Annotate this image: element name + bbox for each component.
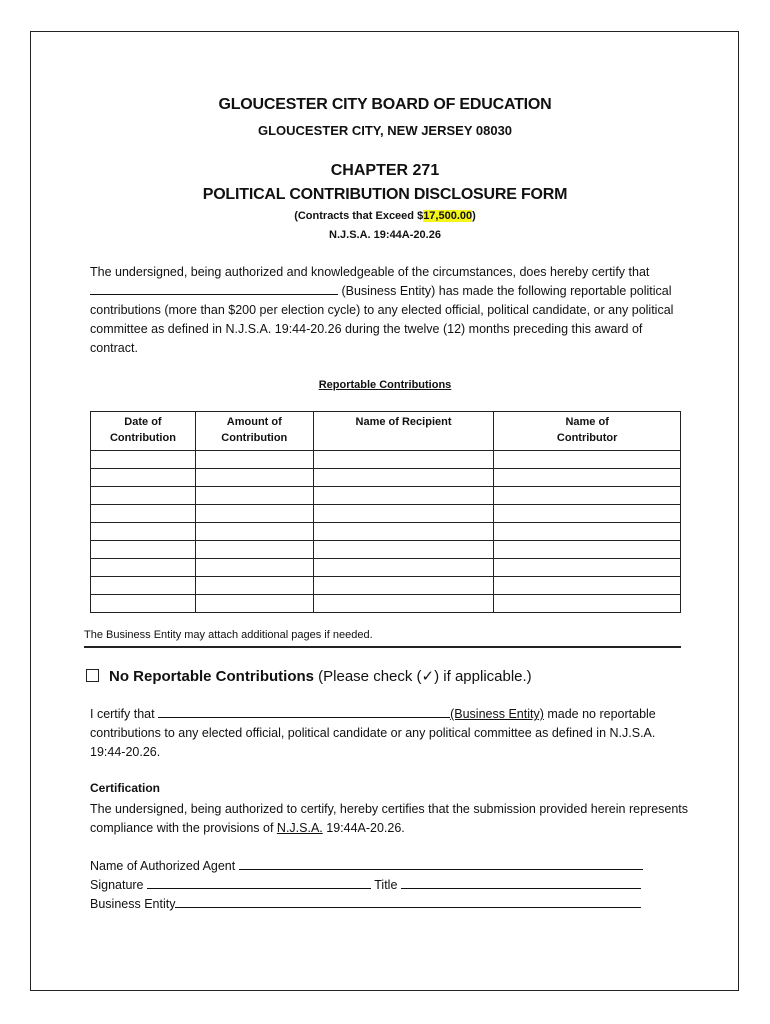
attach-pages-note: The Business Entity may attach additional pages if needed. bbox=[84, 629, 373, 641]
cell-date[interactable] bbox=[91, 487, 196, 505]
cell-recipient[interactable] bbox=[313, 505, 494, 523]
authorized-agent-label: Name of Authorized Agent bbox=[90, 859, 236, 873]
threshold-prefix: (Contracts that Exceed $ bbox=[294, 210, 424, 222]
contributions-table bbox=[90, 411, 681, 613]
certification-text-1: The undersigned, being authorized to certify, hereby certifies that the submission provided herein represents compliance with the provisions of bbox=[90, 802, 689, 835]
table-row bbox=[91, 559, 681, 577]
certify-text-2: made no reportable contributions to any elected official, political candidate or any political committee as defined in N.J.S.A. 19:44-20.26. bbox=[90, 707, 656, 759]
org-location: GLOUCESTER CITY, NEW JERSEY 08030 bbox=[257, 123, 513, 138]
no-contributions-label: No Reportable Contributions bbox=[109, 668, 314, 685]
cell-recipient[interactable] bbox=[313, 487, 494, 505]
cell-amount[interactable] bbox=[195, 541, 313, 559]
intro-text-1: The undersigned, being authorized and knowledgeable of the circumstances, does hereby certify that bbox=[90, 265, 650, 279]
no-contributions-note-prefix: (Please check ( bbox=[314, 668, 422, 685]
cell-date[interactable] bbox=[91, 577, 196, 595]
table-row bbox=[91, 451, 681, 469]
business-entity-blank-1[interactable] bbox=[90, 282, 338, 295]
cell-recipient[interactable] bbox=[313, 577, 494, 595]
cell-amount[interactable] bbox=[195, 559, 313, 577]
col-name-of-contributor: Name of Contributor bbox=[494, 412, 681, 451]
cell-date[interactable] bbox=[91, 595, 196, 613]
intro-text-2: (Business Entity) has made the following reportable political contributions (more than $200 per election cycle) to any elected official, political candidate, or any political committee as defined in N.J.S.A. 19:44-20.26 during the twelve (12) months preceding this award of contract. bbox=[90, 284, 674, 355]
title-field[interactable] bbox=[401, 876, 641, 889]
intro-paragraph bbox=[90, 263, 690, 358]
no-contrib-certify-paragraph bbox=[90, 705, 690, 762]
table-row bbox=[91, 541, 681, 559]
cell-recipient[interactable] bbox=[313, 523, 494, 541]
business-entity-label: (Business Entity) bbox=[450, 707, 544, 721]
business-entity-line bbox=[90, 895, 641, 911]
form-title: POLITICAL CONTRIBUTION DISCLOSURE FORM bbox=[202, 186, 568, 203]
check-mark-icon: ✓ bbox=[421, 668, 435, 685]
table-row bbox=[91, 505, 681, 523]
chapter-heading: CHAPTER 271 bbox=[330, 162, 440, 179]
business-entity-sig-label: Business Entity bbox=[90, 897, 176, 911]
signature-title-line bbox=[90, 876, 641, 892]
org-name: GLOUCESTER CITY BOARD OF EDUCATION bbox=[218, 96, 552, 113]
threshold-note bbox=[0, 210, 770, 222]
cell-contributor[interactable] bbox=[494, 469, 681, 487]
cell-amount[interactable] bbox=[195, 451, 313, 469]
cell-contributor[interactable] bbox=[494, 577, 681, 595]
cell-contributor[interactable] bbox=[494, 487, 681, 505]
table-row bbox=[91, 487, 681, 505]
authorized-agent-field[interactable] bbox=[239, 857, 643, 870]
cell-amount[interactable] bbox=[195, 469, 313, 487]
cell-contributor[interactable] bbox=[494, 541, 681, 559]
no-contributions-note-suffix: ) if applicable.) bbox=[434, 668, 532, 685]
signature-field[interactable] bbox=[147, 876, 371, 889]
threshold-amount: 17,500.00 bbox=[423, 210, 473, 222]
cell-date[interactable] bbox=[91, 559, 196, 577]
table-row bbox=[91, 577, 681, 595]
signature-label: Signature bbox=[90, 878, 144, 892]
cell-recipient[interactable] bbox=[313, 595, 494, 613]
col-name-of-recipient: Name of Recipient bbox=[313, 412, 494, 451]
cell-recipient[interactable] bbox=[313, 469, 494, 487]
statute-link: N.J.S.A. bbox=[276, 821, 323, 835]
reportable-contributions-title: Reportable Contributions bbox=[318, 379, 452, 391]
table-header-row bbox=[91, 412, 681, 451]
cell-contributor[interactable] bbox=[494, 523, 681, 541]
cell-recipient[interactable] bbox=[313, 541, 494, 559]
cell-amount[interactable] bbox=[195, 505, 313, 523]
cell-date[interactable] bbox=[91, 469, 196, 487]
col-amount-of-contribution: Amount of Contribution bbox=[195, 412, 313, 451]
cell-date[interactable] bbox=[91, 541, 196, 559]
certification-paragraph bbox=[90, 800, 690, 838]
title-label: Title bbox=[374, 878, 398, 892]
certification-text-2: 19:44A-20.26. bbox=[326, 821, 405, 835]
business-entity-blank-2[interactable] bbox=[158, 705, 450, 718]
certification-title: Certification bbox=[90, 781, 161, 795]
threshold-suffix: ) bbox=[472, 210, 476, 222]
cell-contributor[interactable] bbox=[494, 505, 681, 523]
cell-date[interactable] bbox=[91, 505, 196, 523]
business-entity-field[interactable] bbox=[175, 895, 641, 908]
no-reportable-contributions bbox=[86, 667, 532, 685]
cell-amount[interactable] bbox=[195, 577, 313, 595]
cell-contributor[interactable] bbox=[494, 595, 681, 613]
cell-recipient[interactable] bbox=[313, 451, 494, 469]
table-row bbox=[91, 595, 681, 613]
cell-amount[interactable] bbox=[195, 595, 313, 613]
table-row bbox=[91, 469, 681, 487]
section-divider bbox=[84, 646, 681, 648]
statute-reference: N.J.S.A. 19:44A-20.26 bbox=[329, 229, 441, 241]
cell-contributor[interactable] bbox=[494, 451, 681, 469]
no-contributions-checkbox[interactable] bbox=[86, 669, 99, 682]
certify-text-1: I certify that bbox=[90, 707, 155, 721]
cell-contributor[interactable] bbox=[494, 559, 681, 577]
cell-recipient[interactable] bbox=[313, 559, 494, 577]
cell-amount[interactable] bbox=[195, 487, 313, 505]
cell-date[interactable] bbox=[91, 523, 196, 541]
col-date-of-contribution: Date of Contribution bbox=[91, 412, 196, 451]
cell-date[interactable] bbox=[91, 451, 196, 469]
table-row bbox=[91, 523, 681, 541]
cell-amount[interactable] bbox=[195, 523, 313, 541]
authorized-agent-line bbox=[90, 857, 643, 873]
